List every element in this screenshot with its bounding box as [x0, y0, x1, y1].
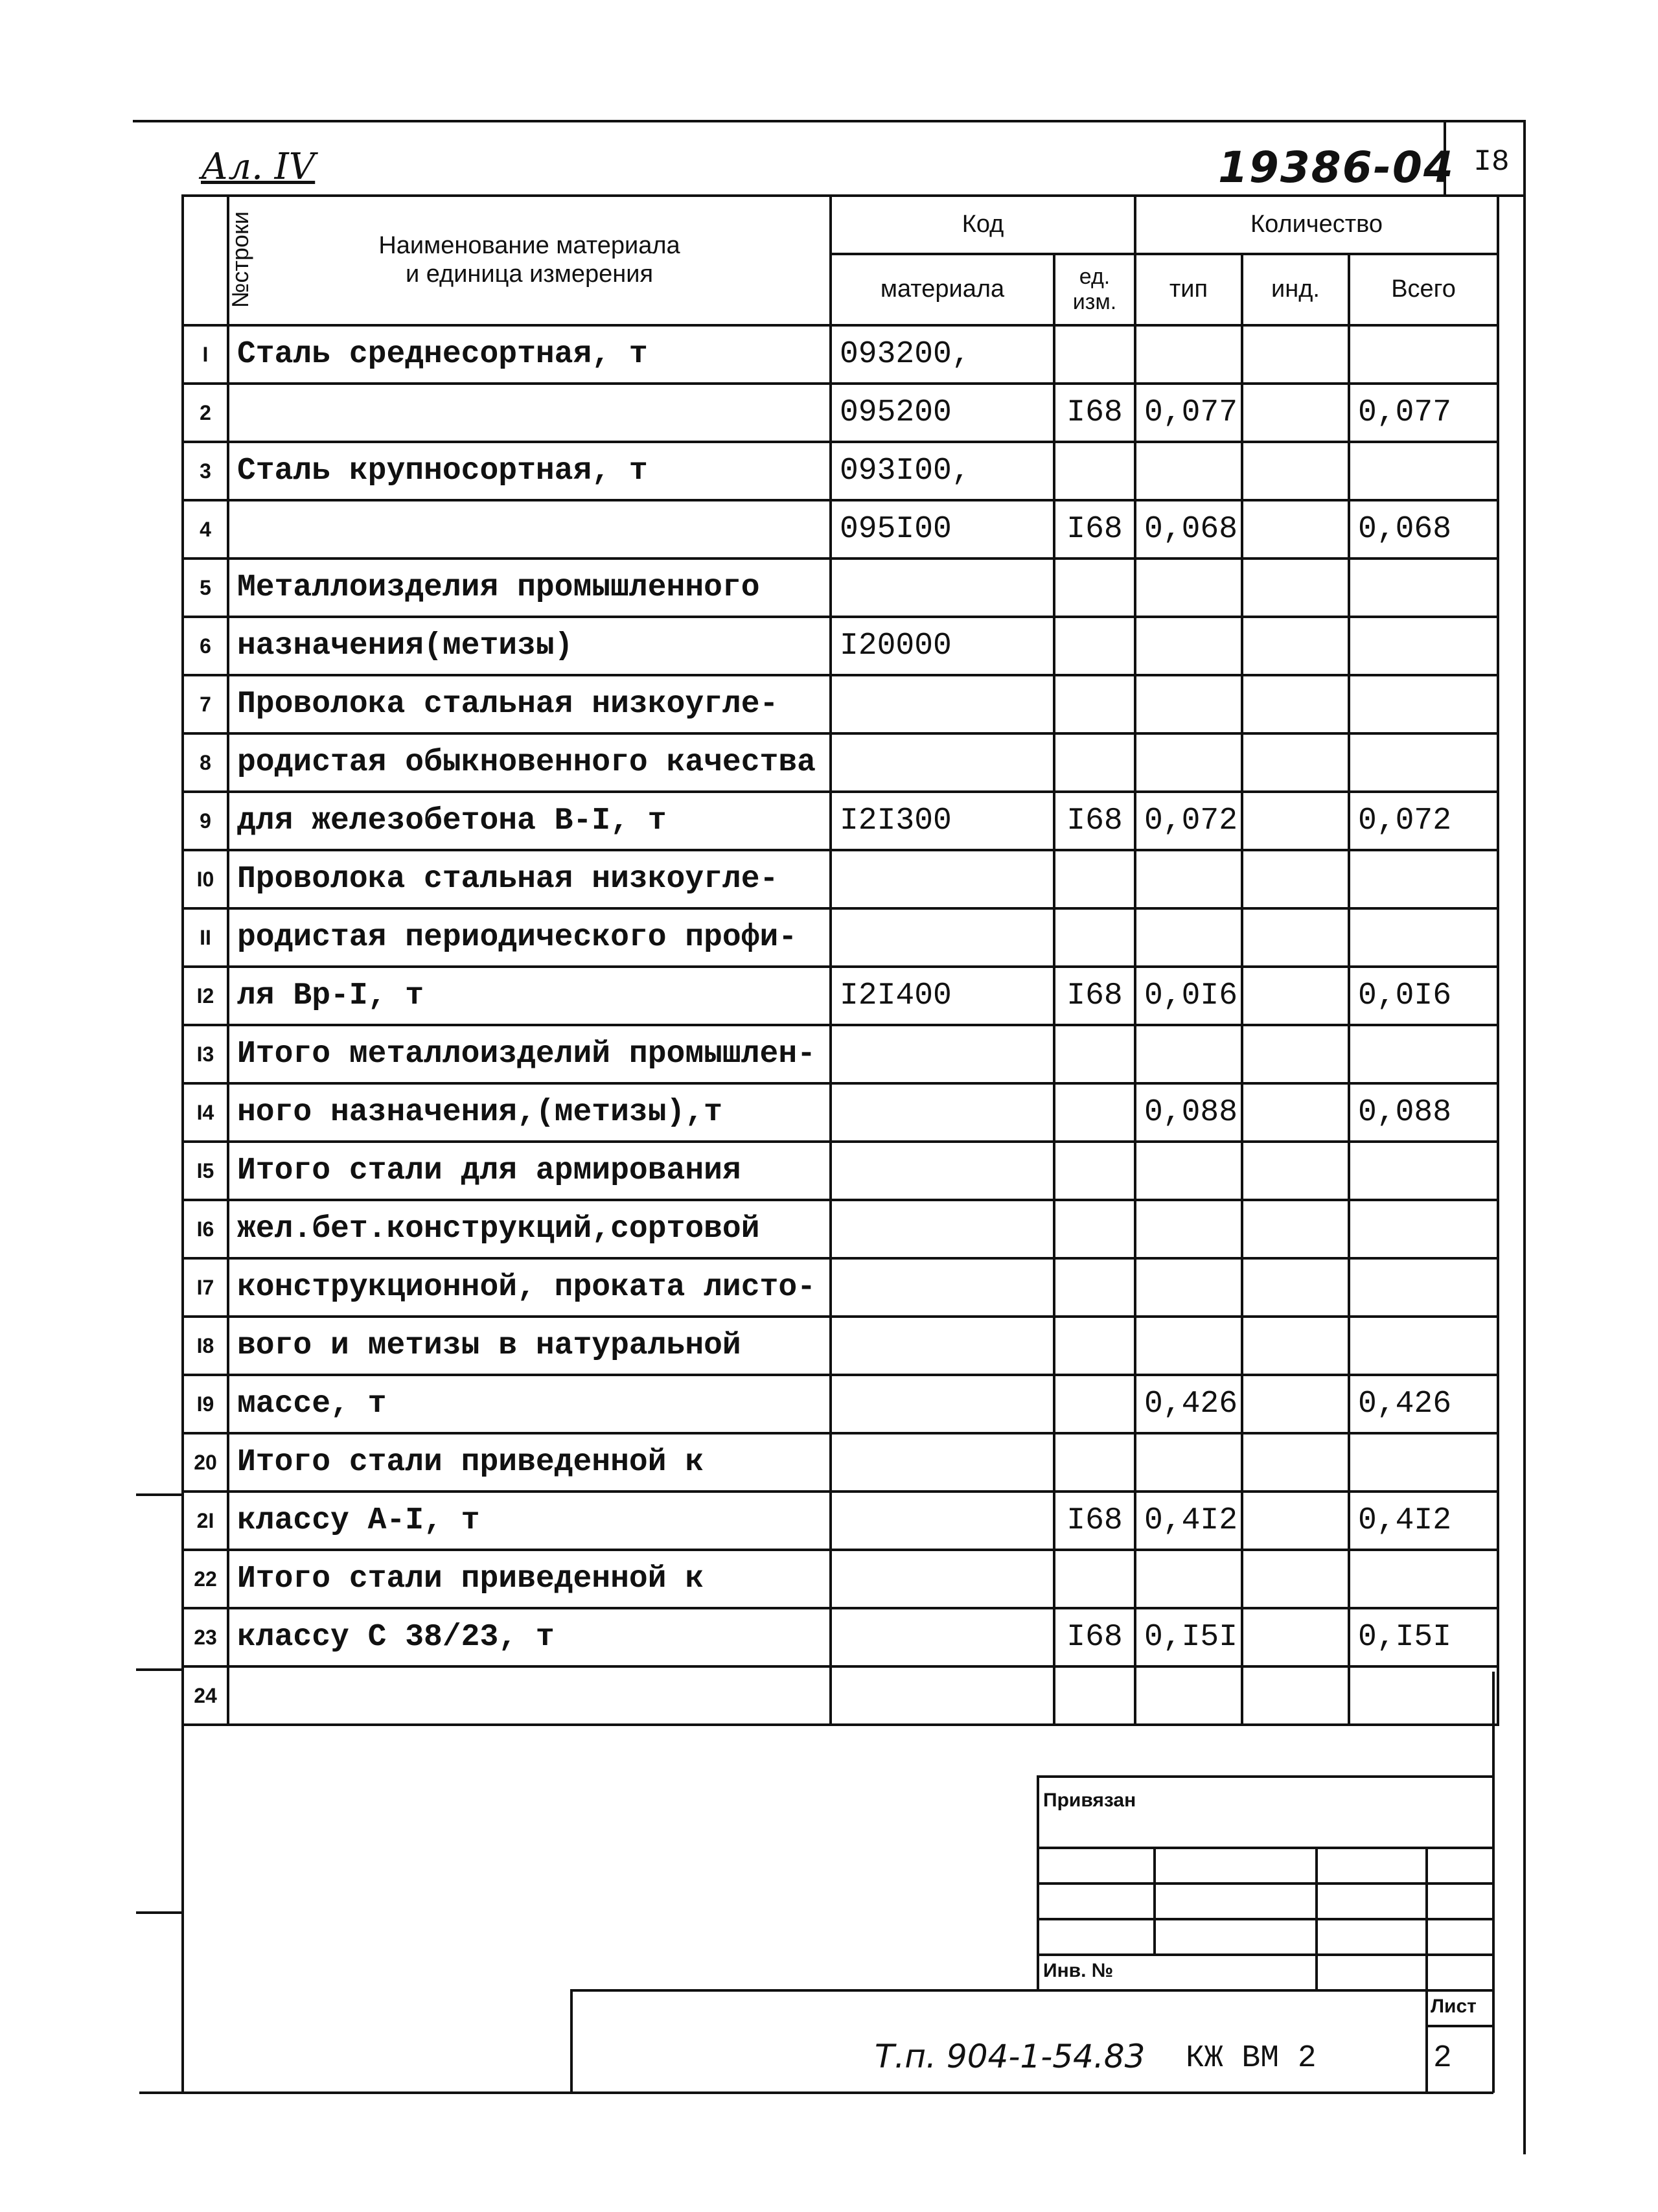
attached-grid-line-2 — [1037, 1882, 1492, 1885]
unit-code-cell — [1054, 733, 1135, 792]
qty-type-cell — [1135, 908, 1242, 967]
row-number-cell: 7 — [183, 675, 228, 733]
header-qty-ind: инд. — [1242, 254, 1349, 325]
unit-code-cell: I68 — [1054, 967, 1135, 1025]
qty-type-cell — [1135, 1666, 1242, 1725]
frame-left-line — [181, 1672, 184, 2093]
qty-type-cell — [1135, 675, 1242, 733]
table-row — [183, 617, 1498, 675]
qty-total-cell — [1349, 442, 1498, 500]
material-name-cell: классу С 38/23, т — [228, 1608, 831, 1666]
sheet-cell-divider — [1425, 2025, 1492, 2027]
unit-code-cell — [1054, 325, 1135, 384]
qty-total-cell: 0,068 — [1349, 500, 1498, 559]
material-name-cell: ля Вр-I, т — [228, 967, 831, 1025]
material-name-cell: Итого стали для армирования — [228, 1142, 831, 1200]
qty-total-cell — [1349, 559, 1498, 617]
material-code-cell — [831, 1666, 1054, 1725]
header-qty-total: Всего — [1349, 254, 1498, 325]
materials-table — [181, 194, 1499, 1726]
qty-ind-cell — [1242, 850, 1349, 908]
row-number-cell: I7 — [183, 1258, 228, 1317]
material-name-cell: жел.бет.конструкций,сортовой — [228, 1200, 831, 1258]
material-name-cell: ного назначения,(метизы),т — [228, 1083, 831, 1142]
row-number-cell: 8 — [183, 733, 228, 792]
material-code-cell — [831, 559, 1054, 617]
material-code-cell — [831, 1375, 1054, 1433]
material-code-cell — [831, 1433, 1054, 1492]
row-number-cell: I0 — [183, 850, 228, 908]
table-row — [183, 1608, 1498, 1666]
unit-code-cell: I68 — [1054, 1608, 1135, 1666]
qty-ind-cell — [1242, 1142, 1349, 1200]
qty-type-cell: 0,077 — [1135, 384, 1242, 442]
table-row — [183, 325, 1498, 384]
material-code-cell — [831, 1608, 1054, 1666]
qty-type-cell — [1135, 1317, 1242, 1375]
qty-type-cell — [1135, 559, 1242, 617]
table-row — [183, 559, 1498, 617]
material-code-cell — [831, 733, 1054, 792]
frame-mark-1 — [136, 1493, 181, 1496]
material-name-cell: Металлоизделия промышленного — [228, 559, 831, 617]
album-label: Ал. IV — [201, 146, 316, 188]
material-code-cell — [831, 1142, 1054, 1200]
material-code-cell — [831, 1083, 1054, 1142]
qty-ind-cell — [1242, 384, 1349, 442]
row-number-cell: 5 — [183, 559, 228, 617]
header-code: Код — [831, 196, 1135, 254]
material-code-cell — [831, 1492, 1054, 1550]
row-number-cell: I8 — [183, 1317, 228, 1375]
table-row — [183, 1433, 1498, 1492]
frame-mark-2 — [136, 1668, 181, 1671]
unit-code-cell — [1054, 850, 1135, 908]
table-row — [183, 1200, 1498, 1258]
header-code-material: материала — [831, 254, 1054, 325]
qty-total-cell — [1349, 1550, 1498, 1608]
material-name-cell — [228, 1666, 831, 1725]
material-code-cell — [831, 1550, 1054, 1608]
header-quantity: Количество — [1135, 196, 1498, 254]
qty-total-cell — [1349, 1317, 1498, 1375]
qty-ind-cell — [1242, 325, 1349, 384]
sheet-value: 2 — [1433, 2041, 1452, 2076]
material-code-cell: I2I300 — [831, 792, 1054, 850]
qty-ind-cell — [1242, 442, 1349, 500]
qty-total-cell: 0,426 — [1349, 1375, 1498, 1433]
material-code-cell — [831, 850, 1054, 908]
table-row — [183, 850, 1498, 908]
qty-type-cell — [1135, 1433, 1242, 1492]
qty-total-cell — [1349, 1433, 1498, 1492]
frame-top-line — [133, 120, 1526, 122]
attached-grid-line-1 — [1037, 1847, 1492, 1849]
qty-total-cell: 0,0I6 — [1349, 967, 1498, 1025]
qty-ind-cell — [1242, 1666, 1349, 1725]
attached-grid-line-4 — [1037, 1953, 1492, 1956]
qty-type-cell — [1135, 442, 1242, 500]
qty-total-cell — [1349, 617, 1498, 675]
qty-ind-cell — [1242, 792, 1349, 850]
table-row — [183, 384, 1498, 442]
material-name-cell: вого и метизы в натуральной — [228, 1317, 831, 1375]
row-number-cell: I4 — [183, 1083, 228, 1142]
unit-code-cell — [1054, 442, 1135, 500]
table-row — [183, 967, 1498, 1025]
qty-total-cell: 0,088 — [1349, 1083, 1498, 1142]
table-row — [183, 792, 1498, 850]
qty-ind-cell — [1242, 1258, 1349, 1317]
material-name-cell: Сталь среднесортная, т — [228, 325, 831, 384]
unit-code-cell — [1054, 1433, 1135, 1492]
unit-code-cell — [1054, 1142, 1135, 1200]
project-code: Т.п. 904-1-54.83 — [875, 2038, 1146, 2075]
unit-code-cell — [1054, 617, 1135, 675]
material-name-cell: Сталь крупносортная, т — [228, 442, 831, 500]
qty-total-cell — [1349, 733, 1498, 792]
material-name-cell: родистая периодического профи- — [228, 908, 831, 967]
attached-grid-col-3 — [1425, 1847, 1428, 1989]
qty-type-cell: 0,4I2 — [1135, 1492, 1242, 1550]
table-row — [183, 1142, 1498, 1200]
row-number-cell: 2I — [183, 1492, 228, 1550]
header-name-line2: и единица измерения — [405, 260, 654, 288]
material-code-cell — [831, 1317, 1054, 1375]
qty-ind-cell — [1242, 733, 1349, 792]
table-row — [183, 1317, 1498, 1375]
qty-type-cell — [1135, 1258, 1242, 1317]
qty-type-cell: 0,426 — [1135, 1375, 1242, 1433]
qty-ind-cell — [1242, 1550, 1349, 1608]
material-code-cell — [831, 1025, 1054, 1083]
unit-code-cell — [1054, 675, 1135, 733]
unit-code-cell — [1054, 1375, 1135, 1433]
table-row — [183, 908, 1498, 967]
header-qty-type: тип — [1135, 254, 1242, 325]
row-number-cell: I9 — [183, 1375, 228, 1433]
qty-type-cell — [1135, 325, 1242, 384]
qty-ind-cell — [1242, 1317, 1349, 1375]
qty-ind-cell — [1242, 1375, 1349, 1433]
material-name-cell: родистая обыкновенного качества — [228, 733, 831, 792]
material-name-cell: Проволока стальная низкоугле- — [228, 850, 831, 908]
qty-total-cell: 0,077 — [1349, 384, 1498, 442]
material-name-cell: назначения(метизы) — [228, 617, 831, 675]
material-name-cell: Итого стали приведенной к — [228, 1550, 831, 1608]
row-number-cell: II — [183, 908, 228, 967]
qty-ind-cell — [1242, 1083, 1349, 1142]
qty-total-cell — [1349, 1200, 1498, 1258]
row-number-cell: 6 — [183, 617, 228, 675]
material-code-cell — [831, 1258, 1054, 1317]
qty-ind-cell — [1242, 559, 1349, 617]
qty-total-cell — [1349, 850, 1498, 908]
unit-code-cell — [1054, 1083, 1135, 1142]
qty-ind-cell — [1242, 967, 1349, 1025]
table-row — [183, 1083, 1498, 1142]
material-code-cell: I2I400 — [831, 967, 1054, 1025]
qty-ind-cell — [1242, 1433, 1349, 1492]
qty-type-cell — [1135, 617, 1242, 675]
material-code-cell: 095I00 — [831, 500, 1054, 559]
material-code-cell: I20000 — [831, 617, 1054, 675]
material-code-cell — [831, 675, 1054, 733]
qty-total-cell — [1349, 1258, 1498, 1317]
table-row — [183, 1375, 1498, 1433]
qty-type-cell: 0,I5I — [1135, 1608, 1242, 1666]
table-row — [183, 1550, 1498, 1608]
document-mark: КЖ ВМ 2 — [1186, 2041, 1317, 2076]
table-row — [183, 500, 1498, 559]
table-row — [183, 733, 1498, 792]
frame-mark-3 — [136, 1911, 181, 1914]
material-code-cell: 093I00, — [831, 442, 1054, 500]
qty-ind-cell — [1242, 675, 1349, 733]
qty-type-cell — [1135, 850, 1242, 908]
unit-code-cell: I68 — [1054, 500, 1135, 559]
material-name-cell: Итого стали приведенной к — [228, 1433, 831, 1492]
table-body — [183, 325, 1498, 1725]
table-row — [183, 442, 1498, 500]
document-code: 19386-04 — [1218, 143, 1455, 192]
material-name-cell: для железобетона В-I, т — [228, 792, 831, 850]
unit-code-cell: I68 — [1054, 384, 1135, 442]
material-name-cell — [228, 384, 831, 442]
row-number-cell: I5 — [183, 1142, 228, 1200]
row-number-cell: 2 — [183, 384, 228, 442]
row-number-cell: 22 — [183, 1550, 228, 1608]
attached-grid-line-3 — [1037, 1918, 1492, 1920]
qty-total-cell: 0,072 — [1349, 792, 1498, 850]
material-name-cell: классу А-I, т — [228, 1492, 831, 1550]
unit-code-cell — [1054, 1200, 1135, 1258]
qty-total-cell — [1349, 1142, 1498, 1200]
frame-right-line — [1523, 120, 1526, 2154]
attached-grid-col-2 — [1315, 1847, 1318, 1989]
material-name-cell: Проволока стальная низкоугле- — [228, 675, 831, 733]
qty-total-cell — [1349, 325, 1498, 384]
header-code-unit: ед. изм. — [1054, 254, 1135, 325]
material-code-cell — [831, 908, 1054, 967]
qty-type-cell — [1135, 733, 1242, 792]
unit-code-cell — [1054, 559, 1135, 617]
header-row-number: №строки — [183, 196, 228, 325]
unit-code-cell — [1054, 1258, 1135, 1317]
row-number-cell: I6 — [183, 1200, 228, 1258]
qty-type-cell — [1135, 1200, 1242, 1258]
qty-total-cell — [1349, 1025, 1498, 1083]
qty-type-cell: 0,0I6 — [1135, 967, 1242, 1025]
table-row — [183, 1666, 1498, 1725]
row-number-cell: 3 — [183, 442, 228, 500]
qty-ind-cell — [1242, 500, 1349, 559]
table-row — [183, 675, 1498, 733]
qty-ind-cell — [1242, 1492, 1349, 1550]
qty-ind-cell — [1242, 908, 1349, 967]
row-number-cell: 20 — [183, 1433, 228, 1492]
qty-total-cell — [1349, 675, 1498, 733]
sheet-label: Лист — [1431, 1996, 1477, 2017]
header-name-line1: Наименование материала — [378, 232, 680, 260]
unit-code-cell: I68 — [1054, 1492, 1135, 1550]
sheet-number: I8 — [1473, 145, 1510, 179]
table-row — [183, 1492, 1498, 1550]
qty-ind-cell — [1242, 1608, 1349, 1666]
unit-code-cell — [1054, 1666, 1135, 1725]
row-number-cell: 23 — [183, 1608, 228, 1666]
unit-code-cell — [1054, 1025, 1135, 1083]
row-number-cell: 24 — [183, 1666, 228, 1725]
unit-code-cell — [1054, 1317, 1135, 1375]
row-number-cell: I3 — [183, 1025, 228, 1083]
row-number-cell: 9 — [183, 792, 228, 850]
material-code-cell — [831, 1200, 1054, 1258]
table-row — [183, 1025, 1498, 1083]
qty-type-cell — [1135, 1025, 1242, 1083]
qty-total-cell — [1349, 1666, 1498, 1725]
attached-label: Привязан — [1043, 1790, 1136, 1811]
row-number-cell: I — [183, 325, 228, 384]
material-name-cell: конструкционной, проката листо- — [228, 1258, 831, 1317]
qty-type-cell: 0,072 — [1135, 792, 1242, 850]
material-name-cell — [228, 500, 831, 559]
inventory-label: Инв. № — [1043, 1960, 1114, 1981]
qty-ind-cell — [1242, 1025, 1349, 1083]
material-name-cell: Итого металлоизделий промышлен- — [228, 1025, 831, 1083]
unit-code-cell: I68 — [1054, 792, 1135, 850]
unit-code-cell — [1054, 908, 1135, 967]
qty-total-cell: 0,I5I — [1349, 1608, 1498, 1666]
row-number-cell: 4 — [183, 500, 228, 559]
header-material-name — [228, 196, 831, 325]
unit-code-cell — [1054, 1550, 1135, 1608]
material-code-cell: 093200, — [831, 325, 1054, 384]
qty-type-cell — [1135, 1550, 1242, 1608]
qty-total-cell — [1349, 908, 1498, 967]
qty-type-cell: 0,068 — [1135, 500, 1242, 559]
material-name-cell: массе, т — [228, 1375, 831, 1433]
qty-ind-cell — [1242, 1200, 1349, 1258]
attached-grid-col-1 — [1153, 1847, 1156, 1953]
row-number-cell: I2 — [183, 967, 228, 1025]
qty-total-cell: 0,4I2 — [1349, 1492, 1498, 1550]
qty-type-cell: 0,088 — [1135, 1083, 1242, 1142]
material-code-cell: 095200 — [831, 384, 1054, 442]
qty-type-cell — [1135, 1142, 1242, 1200]
qty-ind-cell — [1242, 617, 1349, 675]
table-row — [183, 1258, 1498, 1317]
